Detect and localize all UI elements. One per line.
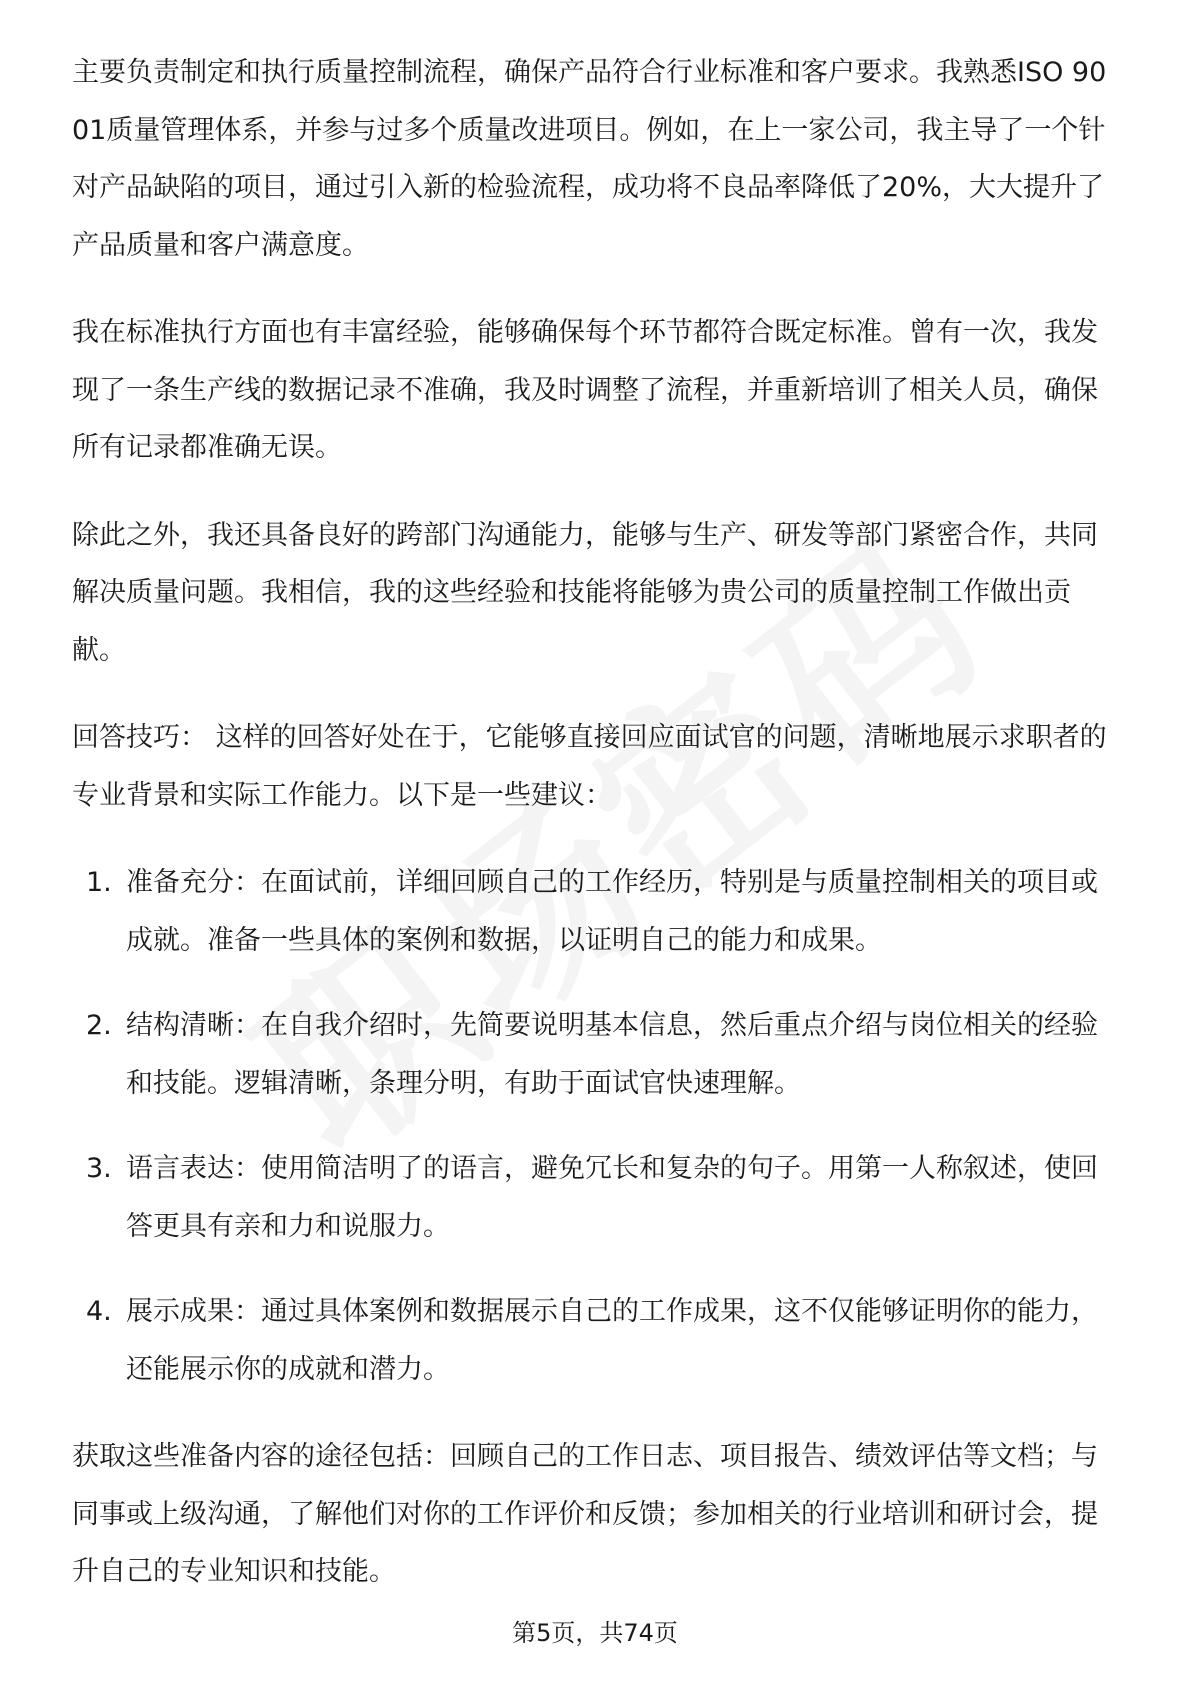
paragraph-answer-tips: 回答技巧： 这样的回答好处在于，它能够直接回应面试官的问题，清晰地展示求职者的专业背景和实际工作能力。以下是一些建议： — [72, 722, 1107, 811]
paragraph-communication: 除此之外，我还具备良好的跨部门沟通能力，能够与生产、研发等部门紧密合作，共同解决质量问题。我相信，我的这些经验和技能将能够为贵公司的质量控制工作做出贡献。 — [72, 519, 1098, 666]
list-item-text: 结构清晰：在自我介绍时，先简要说明基本信息，然后重点介绍与岗位相关的经验和技能。逻辑清晰，条理分明，有助于面试官快速理解。 — [126, 1010, 1098, 1099]
list-number: 3. — [86, 1153, 112, 1184]
list-item-text: 展示成果：通过具体案例和数据展示自己的工作成果，这不仅能够证明你的能力，还能展示你的成就和潜力。 — [126, 1296, 1098, 1385]
list-item — [72, 854, 1122, 969]
tips-list — [72, 854, 1122, 1398]
list-item-text: 语言表达：使用简洁明了的语言，避免冗长和复杂的句子。用第一人称叙述，使回答更具有亲和力和说服力。 — [126, 1153, 1098, 1242]
list-number: 4. — [86, 1296, 112, 1327]
list-number: 1. — [86, 867, 112, 898]
list-number: 2. — [86, 1010, 112, 1041]
list-item — [72, 1283, 1122, 1398]
paragraph-sources: 获取这些准备内容的途径包括：回顾自己的工作日志、项目报告、绩效评估等文档；与同事或上级沟通，了解他们对你的工作评价和反馈；参加相关的行业培训和研讨会，提升自己的专业知识和技能。 — [72, 1441, 1098, 1587]
list-item — [72, 1140, 1122, 1255]
document-page — [72, 44, 1122, 1631]
list-item — [72, 997, 1122, 1112]
paragraph-standard-execution: 我在标准执行方面也有丰富经验，能够确保每个环节都符合既定标准。曾有一次，我发现了一条生产线的数据记录不准确，我及时调整了流程，并重新培训了相关人员，确保所有记录都准确无误。 — [72, 317, 1098, 463]
page-footer: 第5页，共74页 — [512, 1619, 678, 1647]
list-item-text: 准备充分：在面试前，详细回顾自己的工作经历，特别是与质量控制相关的项目或成就。准备一些具体的案例和数据，以证明自己的能力和成果。 — [126, 867, 1098, 956]
paragraph-quality-control: 主要负责制定和执行质量控制流程，确保产品符合行业标准和客户要求。我熟悉ISO 9001质量管理体系，并参与过多个质量改进项目。例如，在上一家公司，我主导了一个针对产品缺陷的项目，通过引入新的检验流程，成功将不良品率降低了20%，大大提升了产品质量和客户满意度。 — [72, 57, 1107, 261]
